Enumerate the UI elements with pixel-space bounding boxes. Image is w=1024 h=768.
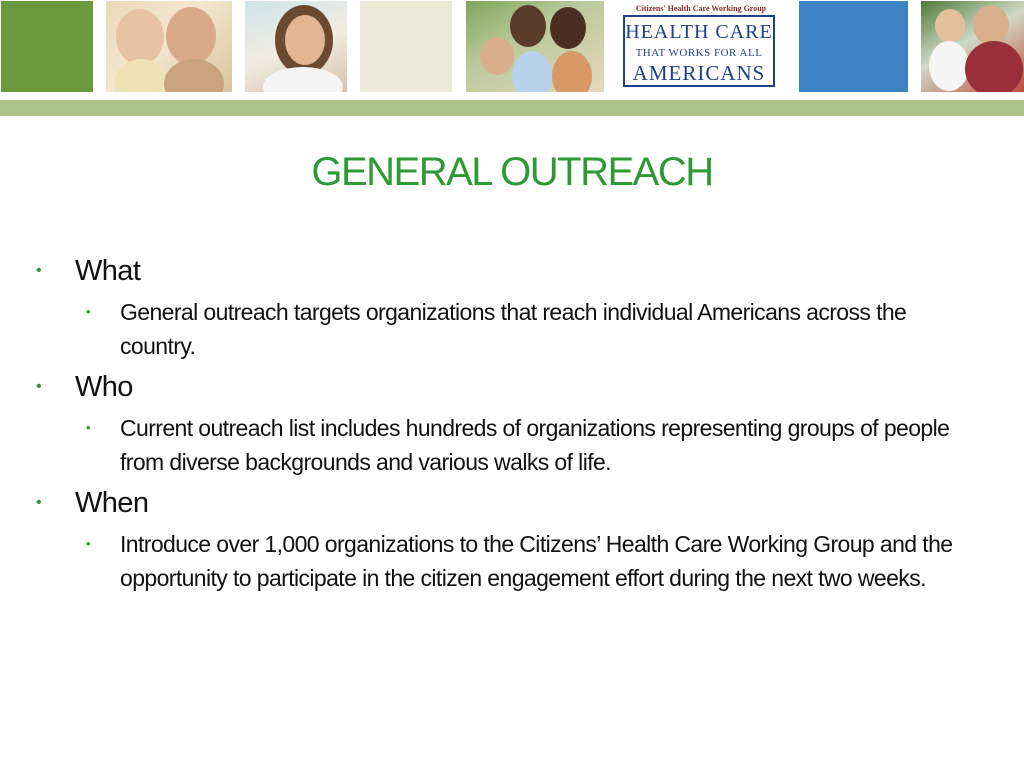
- sub-bullet-who: [36, 411, 986, 479]
- bullet-dot-icon: •: [36, 494, 42, 511]
- logo-line-3: AMERICANS: [632, 61, 766, 85]
- blue-tile: [799, 1, 908, 92]
- beige-tile: [360, 1, 452, 92]
- bullet-label: Who: [75, 371, 133, 403]
- sub-bullet-dot-icon: •: [86, 304, 90, 319]
- photo-older-couple: [106, 1, 232, 92]
- bullet-dot-icon: •: [36, 262, 42, 279]
- accent-bar: [0, 97, 1024, 116]
- logo-line-2: THAT WORKS FOR ALL: [635, 47, 763, 59]
- logo-line-1: HEALTH CARE: [625, 21, 773, 43]
- bullet-label: What: [75, 255, 141, 287]
- bullet-what: [36, 253, 986, 289]
- bullet-when: [36, 485, 986, 521]
- slide-title: GENERAL OUTREACH: [311, 150, 713, 194]
- photo-children: [466, 1, 604, 92]
- logo-top-line: Citizens' Health Care Working Group: [635, 4, 767, 13]
- health-care-logo: [617, 1, 783, 92]
- photo-smiling-woman: [245, 1, 347, 92]
- header-banner: [0, 0, 1024, 97]
- bullet-who: [36, 369, 986, 405]
- sub-bullet-text: General outreach targets organizations that reach individual Americans across the country.: [120, 299, 907, 359]
- sub-bullet-text: Current outreach list includes hundreds of organizations representing groups of people from diverse backgrounds and various walks of life.: [120, 415, 950, 475]
- bullet-label: When: [75, 487, 149, 519]
- sub-bullet-text: Introduce over 1,000 organizations to the Citizens’ Health Care Working Group and the opportunity to participate in the citizen engagement effort during the next two weeks.: [120, 531, 953, 591]
- sub-bullet-dot-icon: •: [86, 536, 90, 551]
- bullet-dot-icon: •: [36, 378, 42, 395]
- green-tile: [1, 1, 93, 92]
- bullet-list: [36, 248, 986, 601]
- sub-bullet-dot-icon: •: [86, 420, 90, 435]
- photo-grandfather-child: [921, 1, 1024, 92]
- sub-bullet-what: [36, 295, 986, 363]
- sub-bullet-when: [36, 527, 986, 595]
- logo-box: [623, 15, 775, 87]
